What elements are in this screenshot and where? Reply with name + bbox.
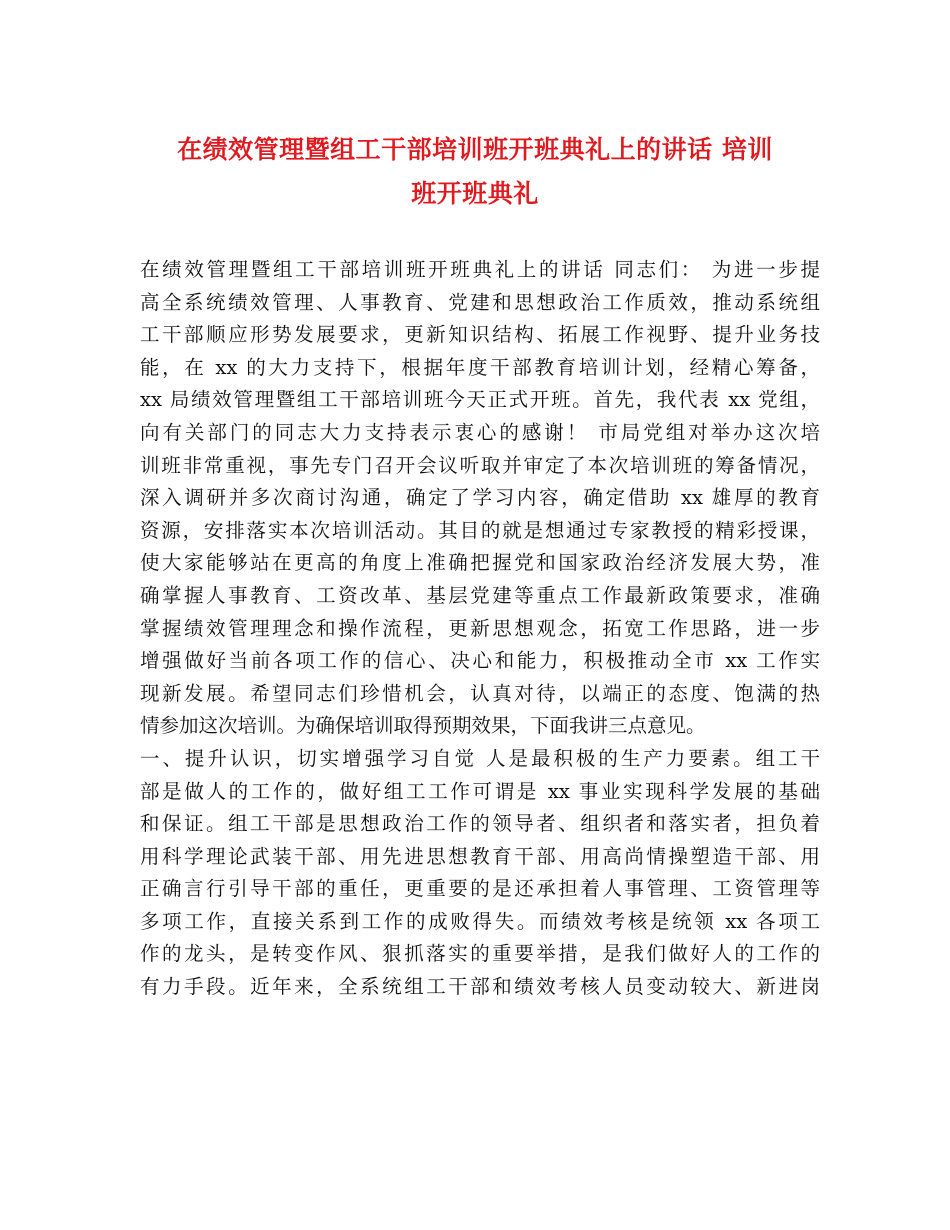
body-line: 现新发展。希望同志们珍惜机会，认真对待，以端正的态度、饱满的热 bbox=[140, 681, 820, 705]
body-line: 正确言行引导干部的重任，更重要的是还承担着人事管理、工资管理等 bbox=[140, 877, 820, 901]
body-line: xx 局绩效管理暨组工干部培训班今天正式开班。首先，我代表 xx 党组， bbox=[140, 388, 820, 412]
body-line: 部是做人的工作的，做好组工工作可谓是 xx 事业实现科学发展的基础 bbox=[140, 779, 820, 803]
title-line-1: 在绩效管理暨组工干部培训班开班典礼上的讲话 培训 bbox=[177, 135, 773, 164]
body-line: 训班非常重视，事先专门召开会议听取并审定了本次培训班的筹备情况， bbox=[140, 453, 820, 477]
body-line: 资源，安排落实本次培训活动。其目的就是想通过专家教授的精彩授课， bbox=[140, 518, 820, 542]
body-line: 增强做好当前各项工作的信心、决心和能力，积极推动全市 xx 工作实 bbox=[140, 649, 820, 673]
body-line: 和保证。组工干部是思想政治工作的领导者、组织者和落实者，担负着 bbox=[140, 812, 820, 836]
body-line: 用科学理论武装干部、用先进思想教育干部、用高尚情操塑造干部、用 bbox=[140, 844, 820, 868]
body-line: 高全系统绩效管理、人事教育、党建和思想政治工作质效，推动系统组 bbox=[140, 290, 820, 314]
body-line: 作的龙头，是转变作风、狠抓落实的重要举措，是我们做好人的工作的 bbox=[140, 942, 820, 966]
title-line-2: 班开班典礼 bbox=[411, 179, 539, 208]
body-line: 能，在 xx 的大力支持下，根据年度干部教育培训计划，经精心筹备， bbox=[140, 355, 820, 379]
body-line: 向有关部门的同志大力支持表示衷心的感谢！ 市局党组对举办这次培 bbox=[140, 420, 820, 444]
body-line: 一、提升认识，切实增强学习自觉 人是最积极的生产力要素。组工干 bbox=[140, 746, 820, 770]
body-line: 使大家能够站在更高的角度上准确把握党和国家政治经济发展大势，准 bbox=[140, 551, 820, 575]
body-line: 掌握绩效管理理念和操作流程，更新思想观念，拓宽工作思路，进一步 bbox=[140, 616, 820, 640]
body-line: 多项工作，直接关系到工作的成败得失。而绩效考核是统领 xx 各项工 bbox=[140, 909, 820, 933]
body-line: 在绩效管理暨组工干部培训班开班典礼上的讲话 同志们： 为进一步提 bbox=[140, 258, 820, 281]
body-line: 确掌握人事教育、工资改革、基层党建等重点工作最新政策要求，准确 bbox=[140, 583, 820, 607]
document-title bbox=[120, 128, 830, 216]
body-line: 工干部顺应形势发展要求，更新知识结构、拓展工作视野、提升业务技 bbox=[140, 323, 820, 347]
body-line: 情参加这次培训。为确保培训取得预期效果，下面我讲三点意见。 bbox=[140, 714, 706, 738]
body-line: 有力手段。近年来，全系统组工干部和绩效考核人员变动较大、新进岗 bbox=[140, 975, 820, 999]
document-body bbox=[140, 254, 820, 1004]
body-line: 深入调研并多次商讨沟通，确定了学习内容，确定借助 xx 雄厚的教育 bbox=[140, 486, 820, 510]
